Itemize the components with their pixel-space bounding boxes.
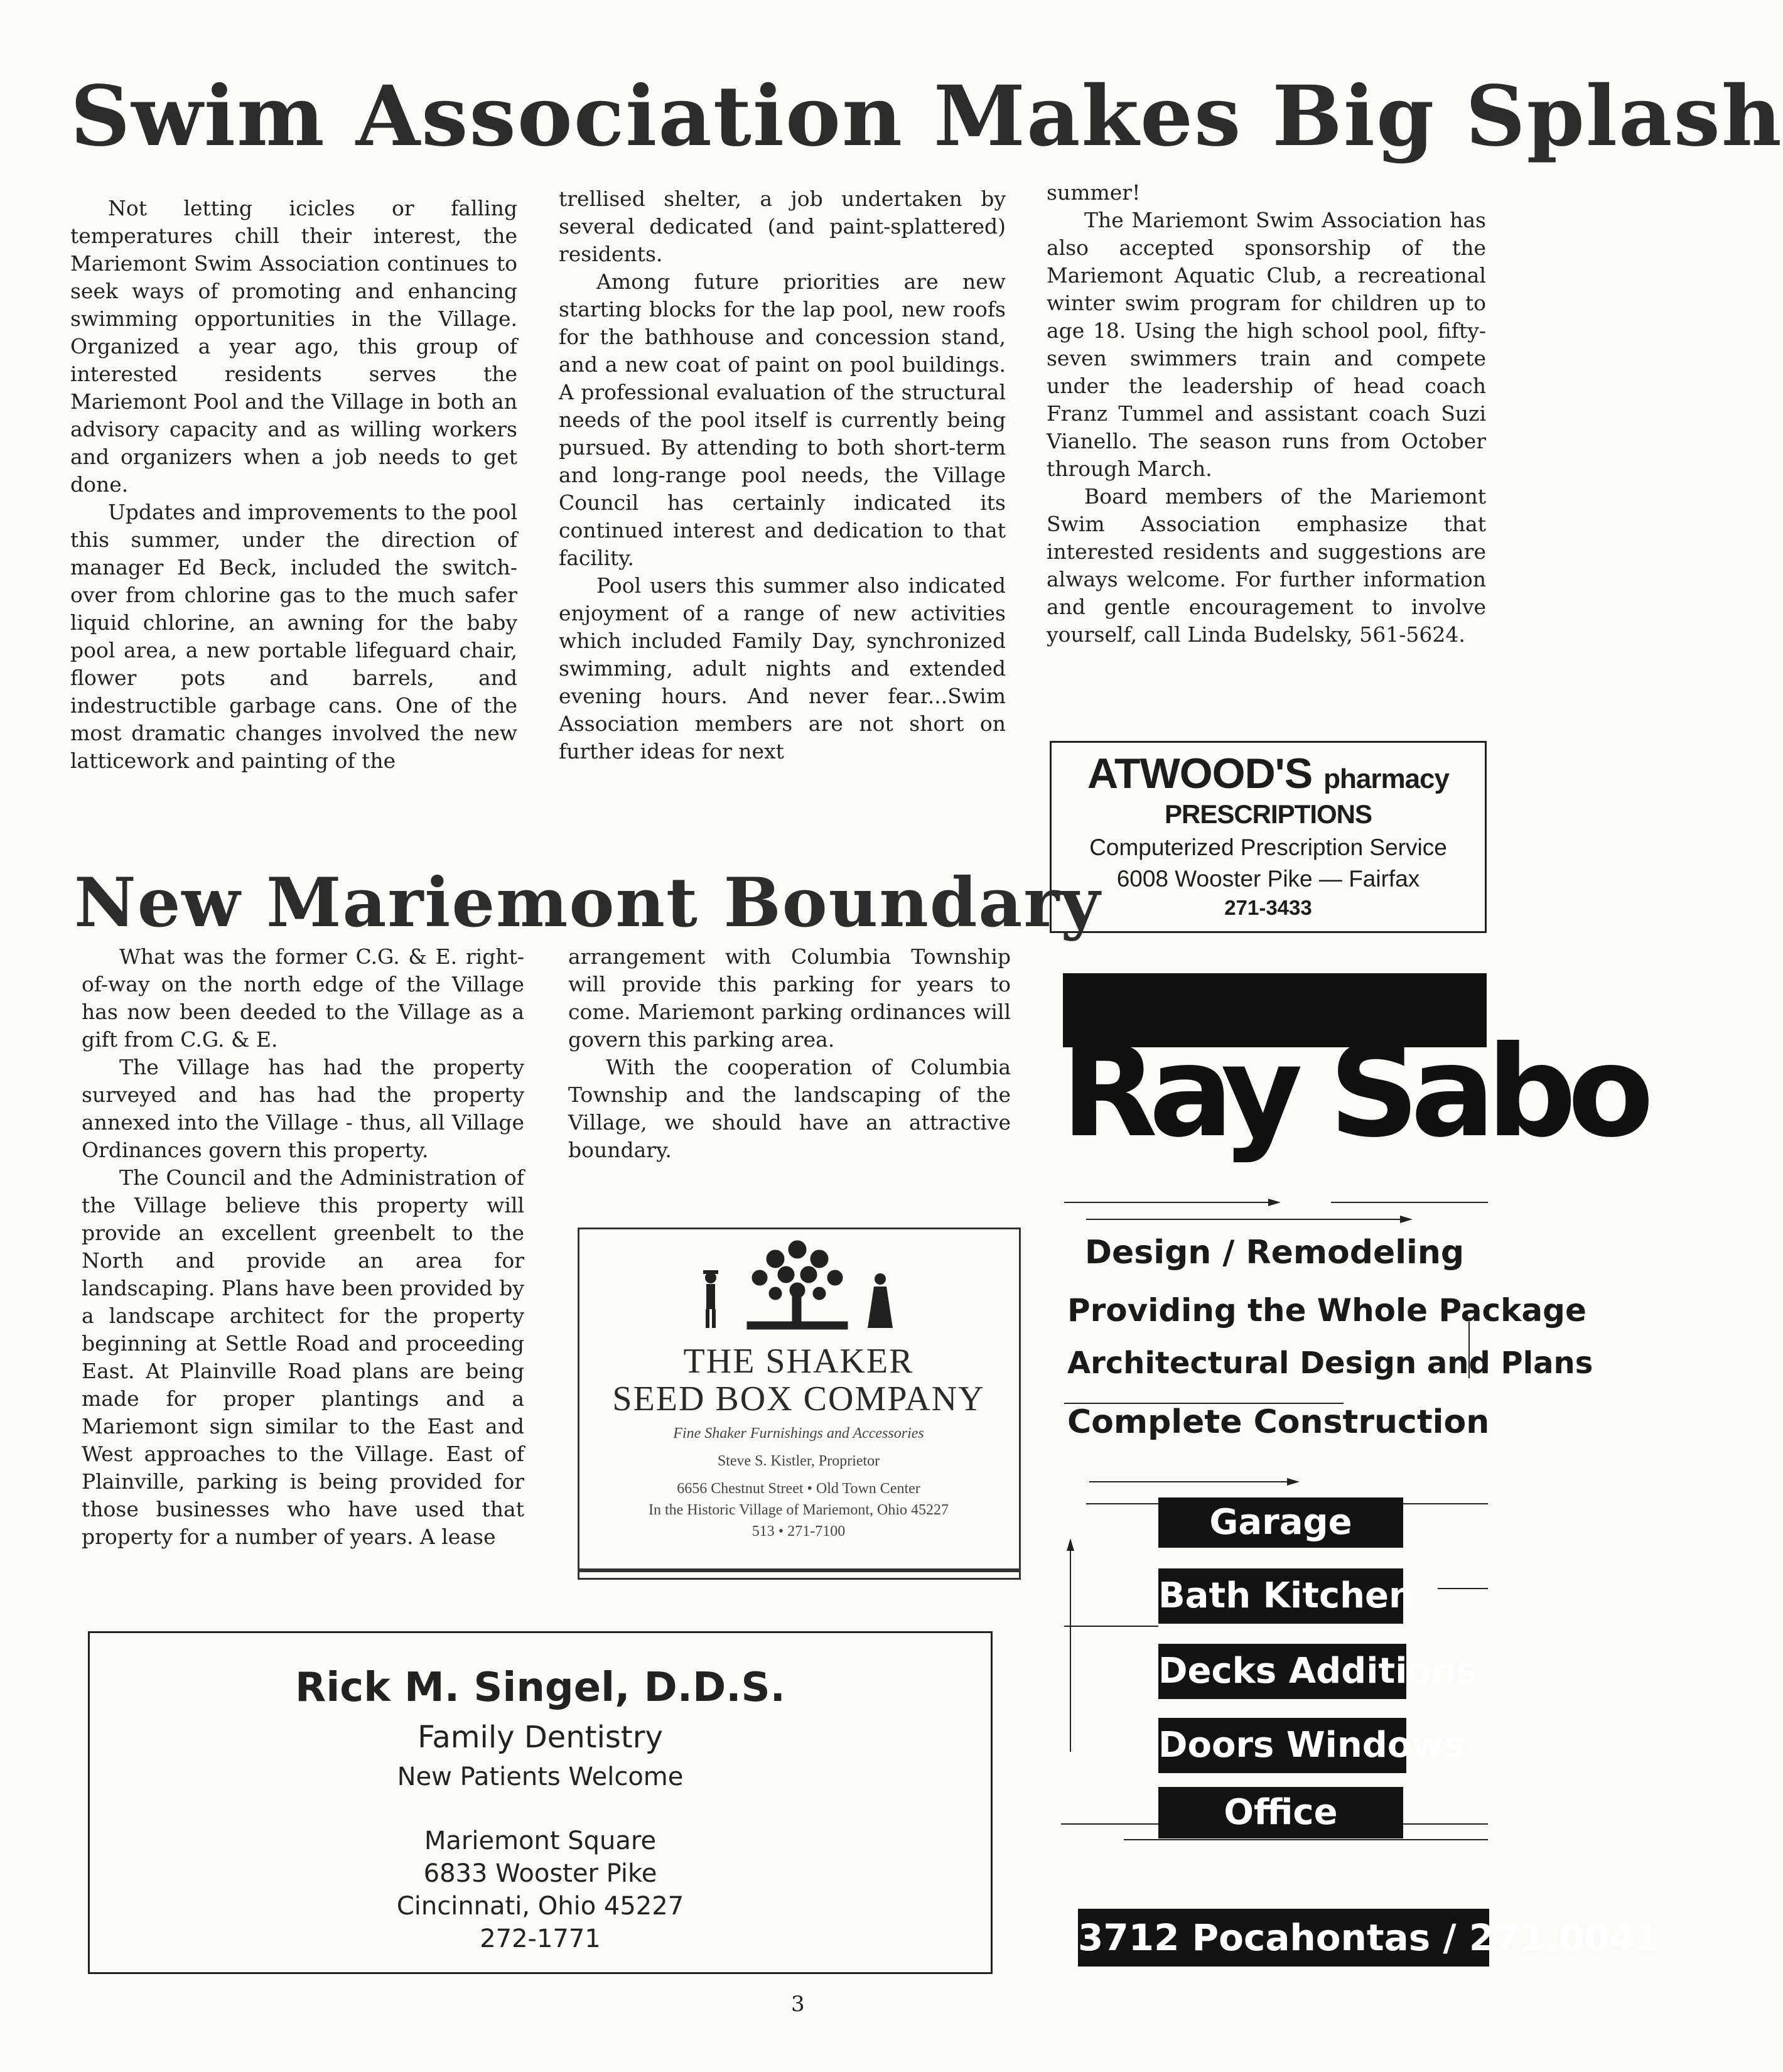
paragraph: summer! — [1047, 180, 1141, 205]
shaker-title-line-2: SEED BOX COMPANY — [612, 1379, 985, 1418]
dentist-phone: 272-1771 — [480, 1924, 601, 1953]
paragraph: Among future priorities are new starting blocks for the lap pool, new roofs for the bathhouse and concession stand, and a new coat of paint on pool buildings. A professional evaluation of the structural needs of the pool itself is currently being pursued. By attending to both short-term and long-range pool needs, the Village Council has certainly indicated its continued interest and dedication to that facility. — [559, 269, 1006, 570]
raysabo-service-doors-windows: Doors Windows — [1158, 1718, 1406, 1773]
dentist-name: Rick M. Singel, D.D.S. — [295, 1665, 785, 1711]
dentist-practice: Family Dentistry — [417, 1720, 663, 1755]
paragraph: With the cooperation of Columbia Township and the landscaping of the Village, we should have an attractive boundary. — [568, 1055, 1011, 1162]
page-number: 3 — [791, 1992, 805, 2017]
paragraph: trellised shelter, a job undertaken by several dedicated (and paint-splattered) residents. — [559, 186, 1006, 266]
dentist-address-1: Mariemont Square — [424, 1826, 657, 1855]
raysabo-line-2: Providing the Whole Package — [1067, 1292, 1586, 1329]
boundary-article-column-2 — [568, 943, 1011, 1164]
paragraph: The Village has had the property surveyed and has had the property annexed into the Village - thus, all Village Ordinances govern this property. — [82, 1055, 524, 1162]
atwood-phone: 271-3433 — [1224, 896, 1312, 919]
raysabo-service-decks-additions: Decks Additions — [1158, 1644, 1406, 1699]
paragraph: arrangement with Columbia Township will provide this parking for years to come. Mariemont parking ordinances will govern this parking area. — [568, 944, 1011, 1052]
dentist-welcome: New Patients Welcome — [397, 1762, 684, 1791]
atwood-subtitle: PRESCRIPTIONS — [1164, 799, 1372, 829]
paragraph: Updates and improvements to the pool this summer, under the direction of manager Ed Beck, included the switch-over from chlorine gas to the much safer liquid chlorine, an awning for the baby pool area, a new portable lifeguard chair, flower pots and barrels, and indestructible garbage cans. One of the most dramatic changes involved the new latticework and painting of the — [70, 500, 517, 773]
shaker-ad — [580, 1342, 1017, 1542]
dentist-ad — [88, 1631, 993, 1974]
tree-icon — [747, 1241, 848, 1329]
dentist-address-2: 6833 Wooster Pike — [423, 1859, 657, 1888]
paragraph: Board members of the Mariemont Swim Association emphasize that interested residents and suggestions are always welcome. For further information and gentle encouragement to involve yourself, call Linda Budelsky, 561-5624. — [1047, 484, 1486, 647]
paragraph: What was the former C.G. & E. right-of-way on the north edge of the Village has now been deeded to the Village as a gift from C.G. & E. — [82, 944, 524, 1052]
swim-article-headline: Swim Association Makes Big Splash — [70, 68, 1783, 165]
shaker-tree-logo — [678, 1234, 917, 1341]
raysabo-service-bath-kitchen: Bath Kitchen — [1158, 1568, 1403, 1624]
shaker-figure-man-icon — [703, 1270, 718, 1328]
boundary-article-column-1 — [82, 943, 524, 1551]
boundary-article-headline: New Mariemont Boundary — [74, 863, 1101, 942]
raysabo-line-3: Architectural Design and Plans — [1067, 1346, 1593, 1381]
paragraph: Not letting icicles or falling temperatures chill their interest, the Mariemont Swim Association continues to seek ways of promoting and enhancing swimming opportunities in the Village. Organized a year ago, this group of interested residents serves the Mariemont Pool and the Village in both an advisory capacity and as willing workers and organizers when a job needs to get done. — [70, 196, 517, 497]
raysabo-line-1: Design / Remodeling — [1084, 1234, 1465, 1271]
paragraph: Pool users this summer also indicated enjoyment of a range of new activities which included Family Day, synchronized swimming, adult nights and extended evening hours. And never fear...Swim Association members are not short on further ideas for next — [559, 573, 1006, 764]
swim-article-column-1 — [70, 195, 517, 775]
shaker-ad-frame-bottom-rule — [578, 1568, 1021, 1572]
shaker-tagline: Fine Shaker Furnishings and Accessories — [673, 1425, 924, 1442]
raysabo-name: Ray Sabo — [1061, 1019, 1646, 1165]
shaker-title-line-1: THE SHAKER — [683, 1342, 914, 1381]
paragraph: The Council and the Administration of the Village believe this property will provide an excellent greenbelt to the North and provide an area for landscaping. Plans have been provided by a landscape architect for the property beginning at Settle Road and proceeding East. At Plainville Road plans are being made for proper plantings and a Mariemont sign similar to the East and West approaches to the Village. East of Plainville, parking is being provided for those businesses who have used that property for a number of years. A lease — [82, 1165, 524, 1549]
swim-article-column-2 — [559, 185, 1006, 765]
atwood-name: ATWOOD'S pharmacy — [1087, 750, 1449, 797]
swim-article-column-3 — [1047, 179, 1486, 649]
shaker-phone: 513 • 271-7100 — [751, 1523, 846, 1540]
atwood-pharmacy-ad — [1050, 741, 1487, 933]
paragraph: The Mariemont Swim Association has also accepted sponsorship of the Mariemont Aquatic Club, a recreational winter swim program for children up to age 18. Using the high school pool, fifty-seven swimmers train and compete under the leadership of head coach Franz Tummel and assistant coach Suzi Vianello. The season runs from October through March. — [1047, 208, 1486, 481]
atwood-service: Computerized Prescription Service — [1089, 834, 1447, 860]
raysabo-service-garage: Garage — [1158, 1497, 1403, 1548]
raysabo-service-office: Office — [1158, 1787, 1403, 1838]
shaker-proprietor: Steve S. Kistler, Proprietor — [717, 1453, 880, 1469]
atwood-address: 6008 Wooster Pike — Fairfax — [1116, 866, 1420, 892]
raysabo-line-4: Complete Construction — [1067, 1403, 1490, 1441]
shaker-figure-woman-icon — [868, 1273, 893, 1328]
shaker-address-line-1: 6656 Chestnut Street • Old Town Center — [677, 1481, 920, 1497]
dentist-address-3: Cincinnati, Ohio 45227 — [396, 1892, 684, 1921]
raysabo-address: 3712 Pocahontas / 271.0041 — [1078, 1909, 1489, 1967]
shaker-address-line-2: In the Historic Village of Mariemont, Ohio 45227 — [648, 1502, 949, 1518]
